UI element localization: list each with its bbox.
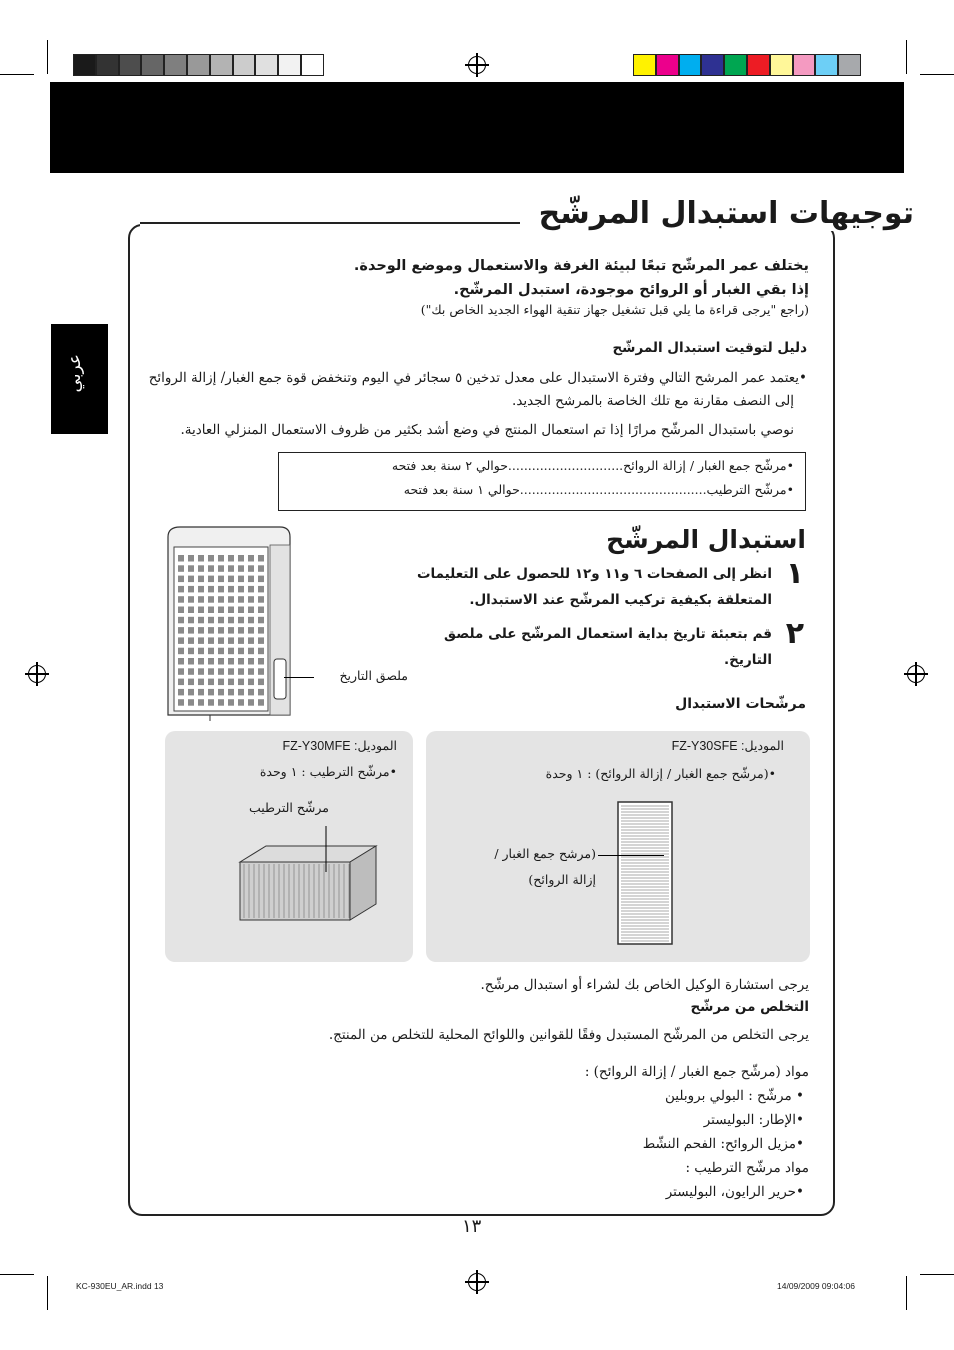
color-swatch [656,54,679,76]
grille-cell [228,617,234,624]
grille-cell [238,637,244,644]
step-2-line-2: التاريخ. [724,652,772,668]
grille-grid [178,555,264,706]
grille-cell [188,576,194,583]
crop-mark [0,74,34,75]
grille-cell [188,699,194,706]
grille-cell [208,617,214,624]
grille-cell [228,689,234,696]
grille-cell [198,648,204,655]
grille-cell [258,679,264,686]
grille-cell [198,668,204,675]
grille-cell [198,617,204,624]
grille-cell [238,689,244,696]
materials-line: مواد مرشّح الترطيب : [685,1160,809,1176]
crop-mark [47,1276,48,1310]
grille-cell [218,689,224,696]
grille-cell [248,627,254,634]
grille-cell [208,699,214,706]
color-swatch [838,54,861,76]
grille-cell [248,648,254,655]
grille-cell [178,576,184,583]
grille-cell [248,617,254,624]
timing-row: •مرشّح جمع الغبار / إزالة الروائح.............................حوالي ٢ سنة بعد فتحه [391,458,794,473]
replace-heading: استبدال المرشّح [606,525,806,554]
grille-cell [258,586,264,593]
grille-cell [248,668,254,675]
step-2-line-1: قم بتعبئة تاريخ بداية استعمال المرشّح على ملصق [444,626,772,642]
grille-cell [218,699,224,706]
header-band [50,82,904,173]
grille-cell [248,689,254,696]
grille-cell [218,596,224,603]
grille-cell [218,617,224,624]
grille-cell [188,555,194,562]
grille-cell [218,637,224,644]
grille-cell [258,565,264,572]
color-swatch [793,54,816,76]
color-swatch [233,54,256,76]
grille-cell [198,699,204,706]
date-label-leader [284,677,314,678]
grille-cell [208,668,214,675]
grille-cell [238,699,244,706]
language-tab [51,324,108,434]
grille-cell [238,627,244,634]
grille-cell [178,607,184,614]
color-swatch [210,54,233,76]
grille-cell [248,596,254,603]
grille-cell [178,668,184,675]
grille-cell [228,648,234,655]
grille-cell [218,607,224,614]
grille-cell [238,596,244,603]
registration-mark-icon [907,665,925,683]
grille-cell [208,586,214,593]
grille-cell [208,576,214,583]
grille-cell [238,576,244,583]
grille-cell [248,607,254,614]
materials-line: • مرشّح : البولي بروبلين [665,1088,804,1104]
humidifying-filter-callout: مرشّح الترطيب [248,800,329,815]
grille-cell [228,596,234,603]
filters-heading: مرشّحات الاستبدال [675,696,806,712]
grille-cell [248,586,254,593]
color-swatch [278,54,301,76]
color-swatch [724,54,747,76]
title-rule-left [140,222,520,224]
grille-cell [248,699,254,706]
language-tab-label: عربي [65,354,85,393]
grille-cell [218,586,224,593]
grille-cell [238,555,244,562]
grille-cell [258,627,264,634]
grille-cell [258,617,264,624]
registration-mark-icon [28,665,46,683]
crop-mark [906,1276,907,1310]
intro-line-2: إذا بقي الغبار أو الروائح موجودة، استبدل المرشّح. [453,282,809,298]
grille-cell [208,679,214,686]
grille-cell [248,576,254,583]
color-swatch [633,54,656,76]
timing-bullet-cont: إلى النصف مقارنة مع تلك الخاصة بالمرشح الجديد. [512,393,794,409]
grille-cell [258,576,264,583]
dust-filter-leader [598,855,664,856]
grille-cell [188,607,194,614]
grille-cell [218,679,224,686]
grille-cell [188,617,194,624]
grille-cell [238,607,244,614]
grille-cell [228,576,234,583]
disposal-text: يرجى التخلص من المرشّح المستبدل وفقًا للقوانين واللوائح المحلية للتخلص من المنتج. [328,1027,809,1043]
grille-cell [198,689,204,696]
timing-note: نوصي باستبدال المرشّح مرارًا إذا تم استعمال المنتج في وضع أشد بكثير من ظروف الاستعمال المنزلي العادية. [180,422,794,438]
grille-cell [228,555,234,562]
disposal-heading: التخلص من مرشّح [690,999,809,1015]
grille-cell [178,627,184,634]
grille-cell [178,699,184,706]
grille-cell [228,565,234,572]
intro-line-3: (راجع "يرجى قراءة ما يلي قبل تشغيل جهاز تنقية الهواء الجديد الخاص بك") [420,302,809,317]
grille-cell [198,679,204,686]
step-1-line-1: انظر إلى الصفحات ٦ و١١ و١٢ للحصول على التعليمات [416,566,772,582]
dust-filter-model: الموديل: FZ-Y30SFE [671,739,784,753]
grille-cell [198,607,204,614]
crop-mark [920,74,954,75]
grille-cell [238,668,244,675]
color-swatch [701,54,724,76]
crop-mark [47,40,48,74]
grille-cell [198,658,204,665]
grille-cell [218,627,224,634]
timing-bullet: •يعتمد عمر المرشح التالي وفترة الاستبدال على معدل تدخين ٥ سجائر في اليوم وتنخفض قوة جمع الغبار/ إزالة الروائح [148,370,807,386]
grille-cell [208,658,214,665]
grille-cell [258,699,264,706]
grille-cell [188,586,194,593]
grille-cell [188,627,194,634]
timing-row: •مرشّح الترطيب...............................................حوالي ١ سنة بعد فتحه [403,482,794,497]
grille-cell [218,555,224,562]
step-1-line-2: المتعلقة بكيفية تركيب المرشّح عند الاستبدال. [469,592,772,608]
grille-cell [188,565,194,572]
grille-cell [178,555,184,562]
grille-cell [188,648,194,655]
color-swatch [747,54,770,76]
grille-cell [238,648,244,655]
grille-cell [258,658,264,665]
grille-cell [218,658,224,665]
grille-cell [258,648,264,655]
grille-cell [258,596,264,603]
grille-cell [218,576,224,583]
intro-line-1: يختلف عمر المرشّح تبعًا لبيئة الغرفة والاستعمال وموضع الوحدة. [353,258,809,274]
color-swatch [73,54,96,76]
grille-cell [238,679,244,686]
humidifying-filter-item: •مرشّح الترطيب : ١ وحدة [259,764,397,779]
grille-cell [228,637,234,644]
grille-cell [178,617,184,624]
grille-cell [198,576,204,583]
grille-cell [238,586,244,593]
grille-cell [228,679,234,686]
grille-cell [198,586,204,593]
grille-cell [218,565,224,572]
grille-cell [208,648,214,655]
grille-cell [228,658,234,665]
grille-cell [218,648,224,655]
dust-filter-callout-2: إزالة الروائح) [528,872,596,887]
grille-cell [258,668,264,675]
timing-heading: دليل لتوقيت استبدال المرشّح [612,340,807,356]
materials-line: •حرير الرايون، البوليستر [665,1184,804,1200]
grille-cell [208,596,214,603]
humidifying-filter-illustration [236,822,382,926]
grille-cell [198,637,204,644]
grille-cell [178,565,184,572]
grille-cell [188,668,194,675]
grille-cell [208,689,214,696]
grille-cell [248,565,254,572]
grille-cell [238,617,244,624]
grille-cell [248,658,254,665]
grille-cell [198,627,204,634]
registration-mark-icon [468,56,486,74]
grille-cell [258,689,264,696]
grille-cell [238,565,244,572]
grille-cell [228,627,234,634]
grille-cell [198,565,204,572]
color-swatch [96,54,119,76]
grille-cell [178,679,184,686]
color-swatch [141,54,164,76]
grille-cell [228,668,234,675]
grille-cell [248,679,254,686]
grille-cell [258,555,264,562]
grille-cell [238,658,244,665]
grille-cell [208,565,214,572]
grille-cell [228,607,234,614]
grille-cell [178,637,184,644]
grille-cell [178,689,184,696]
grille-cell [188,596,194,603]
grille-cell [228,699,234,706]
humidifying-filter-model: الموديل: FZ-Y30MFE [282,739,397,753]
grille-cell [198,596,204,603]
grille-cell [248,637,254,644]
date-label-caption: ملصق التاريخ [339,668,408,683]
page-title: توجيهات استبدال المرشّح [529,196,924,231]
color-swatch [164,54,187,76]
grille-cell [208,637,214,644]
footer-timestamp: 14/09/2009 09:04:06 [777,1281,855,1291]
crop-mark [906,40,907,74]
grille-cell [258,637,264,644]
grille-cell [178,648,184,655]
color-swatch [187,54,210,76]
crop-mark [0,1274,34,1275]
registration-mark-icon [468,1273,486,1291]
grille-cell [198,555,204,562]
page-number: ١٣ [462,1216,482,1237]
materials-line: •مزيل الروائح: الفحم النشّط [642,1136,804,1152]
grille-cell [208,607,214,614]
color-swatch [119,54,142,76]
grille-cell [218,668,224,675]
color-swatch [815,54,838,76]
crop-mark [920,1274,954,1275]
step-number: ٢ [785,616,804,651]
grille-cell [188,637,194,644]
grille-cell [178,658,184,665]
grille-cell [178,586,184,593]
grille-cell [188,689,194,696]
color-swatch [679,54,702,76]
grille-cell [188,679,194,686]
footer-file: KC-930EU_AR.indd 13 [76,1281,164,1291]
grille-cell [248,555,254,562]
step-number: ١ [785,556,804,591]
color-swatch [770,54,793,76]
dust-filter-callout-1: (مرشح جمع الغبار / [494,846,596,861]
grille-cell [208,555,214,562]
grille-cell [188,658,194,665]
grille-cell [208,627,214,634]
grille-cell [178,596,184,603]
grille-cell [228,586,234,593]
color-swatch [255,54,278,76]
grille-cell [258,607,264,614]
color-swatch [301,54,324,76]
materials-line: •الإطار: البوليستر [703,1112,804,1128]
dust-filter-item: •(مرشّح جمع الغبار / إزالة الروائح) : ١ وحدة [545,766,776,781]
dust-filter-illustration [616,800,674,946]
air-purifier-illustration [160,525,300,723]
consult-text: يرجى استشارة الوكيل الخاص بك لشراء أو استبدال مرشّح. [480,977,809,993]
materials-line: مواد (مرشّح جمع الغبار / إزالة الروائح) : [584,1064,809,1080]
